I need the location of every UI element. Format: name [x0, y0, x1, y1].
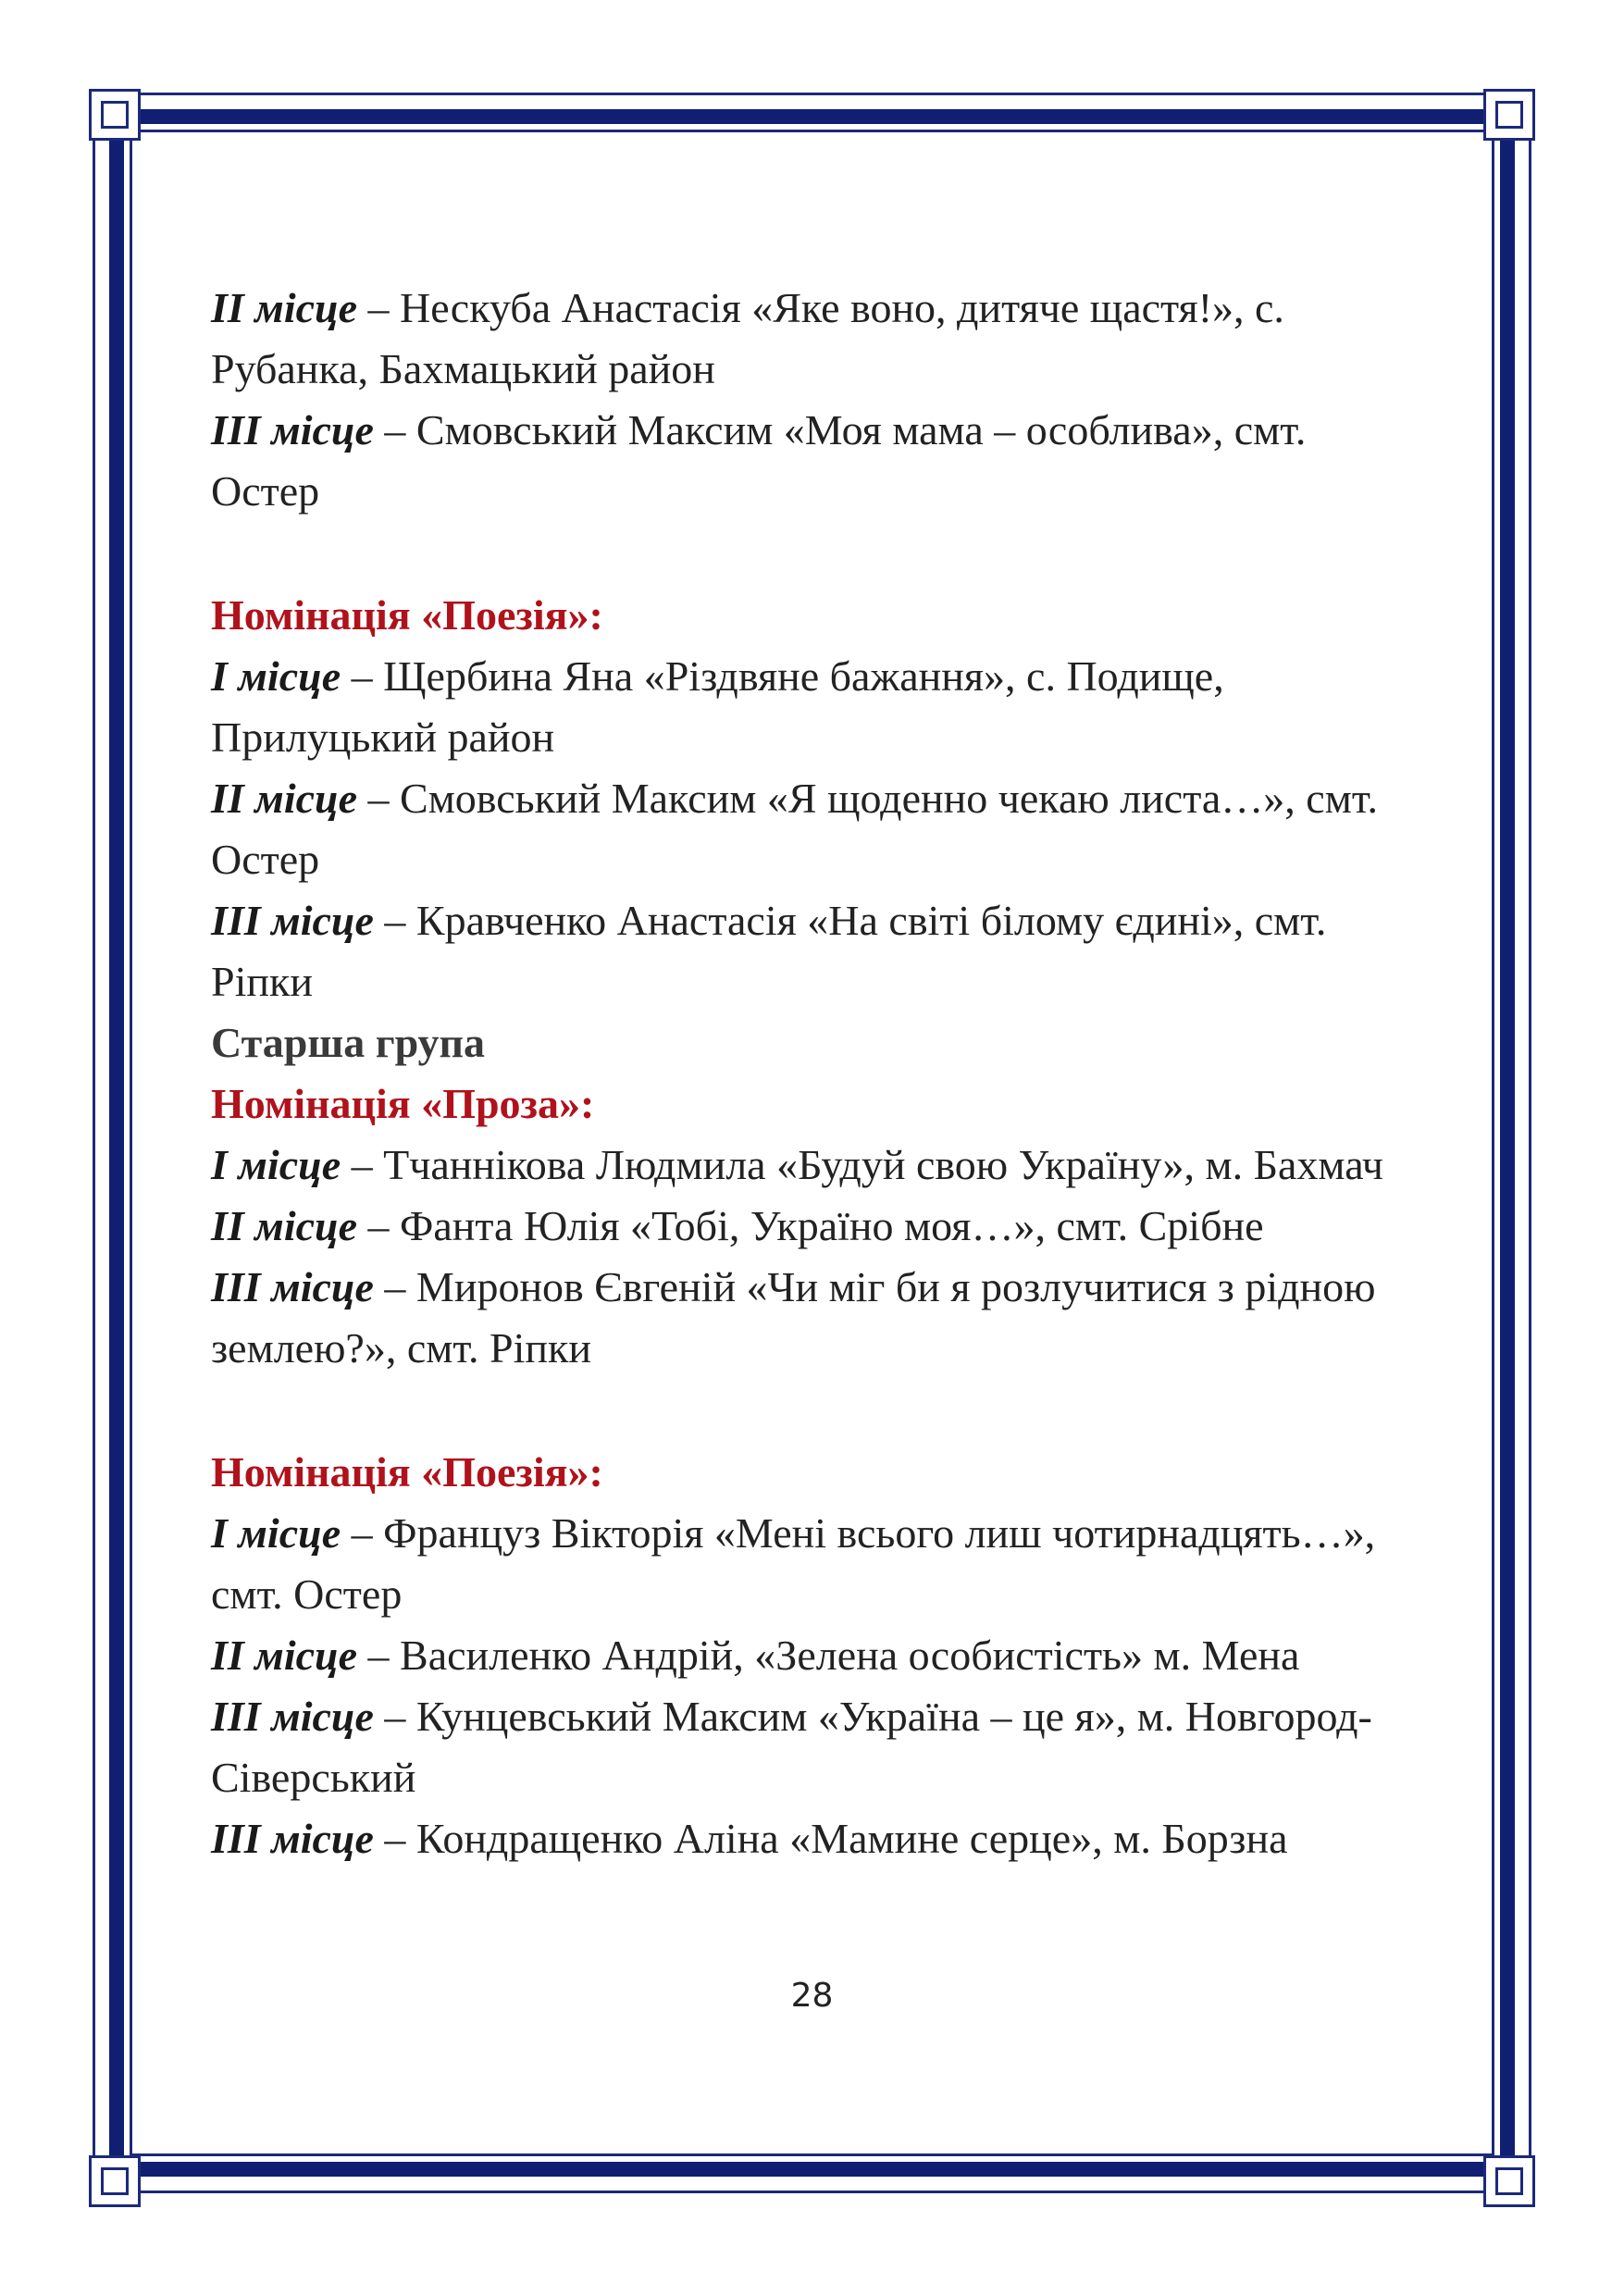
place-label: ІІ місце [211, 1632, 358, 1679]
entry [211, 1257, 1414, 1379]
place-label: ІІ місце [211, 1202, 358, 1249]
place-label: ІІІ місце [211, 1815, 374, 1862]
separator: – [357, 1632, 401, 1679]
place-label: ІІІ місце [211, 1263, 374, 1310]
place-label: ІІ місце [211, 775, 358, 822]
entry [211, 278, 1414, 400]
separator: – [341, 1509, 384, 1557]
place-label: ІІІ місце [211, 897, 374, 944]
place-label: ІІ місце [211, 284, 358, 331]
entry [211, 1135, 1414, 1196]
corner-ornament-bottom-left [89, 2155, 141, 2207]
separator: – [341, 652, 384, 700]
separator: – [373, 1693, 416, 1740]
corner-ornament-top-left [89, 89, 141, 141]
entry-text: Кравченко Анастасія «На світі білому єдині», смт. Ріпки [211, 897, 1327, 1005]
separator: – [373, 1815, 416, 1862]
place-label: І місце [211, 1141, 341, 1188]
entry [211, 400, 1414, 522]
place-label: ІІІ місце [211, 406, 374, 453]
section-heading-poetry: Номінація «Поезія»: [211, 591, 603, 639]
entry [211, 890, 1414, 1012]
entry-text: Нескуба Анастасія «Яке воно, дитяче щастя!», с. Рубанка, Бахмацький район [211, 284, 1284, 392]
page-number: 28 [790, 1977, 834, 2015]
entry-text: Миронов Євгеній «Чи міг би я розлучитися з рідною землею?», смт. Ріпки [211, 1263, 1376, 1371]
entry-text: Смовський Максим «Я щоденно чекаю листа…», смт. Остер [211, 775, 1378, 883]
separator: – [373, 406, 416, 453]
separator: – [357, 775, 401, 822]
section-heading-prose: Номінація «Проза»: [211, 1080, 595, 1127]
section-heading-poetry: Номінація «Поезія»: [211, 1448, 603, 1496]
corner-ornament-bottom-right [1483, 2155, 1535, 2207]
entry-text: Тчаннікова Людмила «Будуй свою Україну», м. Бахмач [383, 1141, 1383, 1188]
entry-text: Француз Вікторія «Мені всього лиш чотирнадцять…», смт. Остер [211, 1509, 1376, 1618]
entry [211, 1625, 1414, 1686]
entry-text: Фанта Юлія «Тобі, Україно моя…», смт. Срібне [400, 1202, 1264, 1249]
corner-ornament-top-right [1483, 89, 1535, 141]
entry [211, 1196, 1414, 1257]
entry-text: Смовський Максим «Моя мама – особлива», смт. Остер [211, 406, 1307, 515]
entry [211, 1686, 1414, 1808]
separator: – [357, 1202, 401, 1249]
group-heading-senior: Старша група [211, 1019, 486, 1066]
place-label: ІІІ місце [211, 1693, 374, 1740]
entry-text: Щербина Яна «Різдвяне бажання», с. Подище, Прилуцький район [211, 652, 1224, 761]
entry [211, 1808, 1414, 1869]
document-body [211, 278, 1414, 1869]
entry [211, 1503, 1414, 1625]
separator: – [373, 1263, 416, 1310]
entry [211, 768, 1414, 890]
place-label: І місце [211, 652, 341, 700]
place-label: І місце [211, 1509, 341, 1557]
separator: – [373, 897, 416, 944]
separator: – [357, 284, 401, 331]
separator: – [341, 1141, 384, 1188]
entry [211, 646, 1414, 768]
entry-text: Василенко Андрій, «Зелена особистість» м. Мена [400, 1632, 1300, 1679]
entry-text: Кунцевський Максим «Україна – це я», м. Новгород-Сіверський [211, 1693, 1372, 1801]
entry-text: Кондращенко Аліна «Мамине серце», м. Борзна [415, 1815, 1288, 1862]
